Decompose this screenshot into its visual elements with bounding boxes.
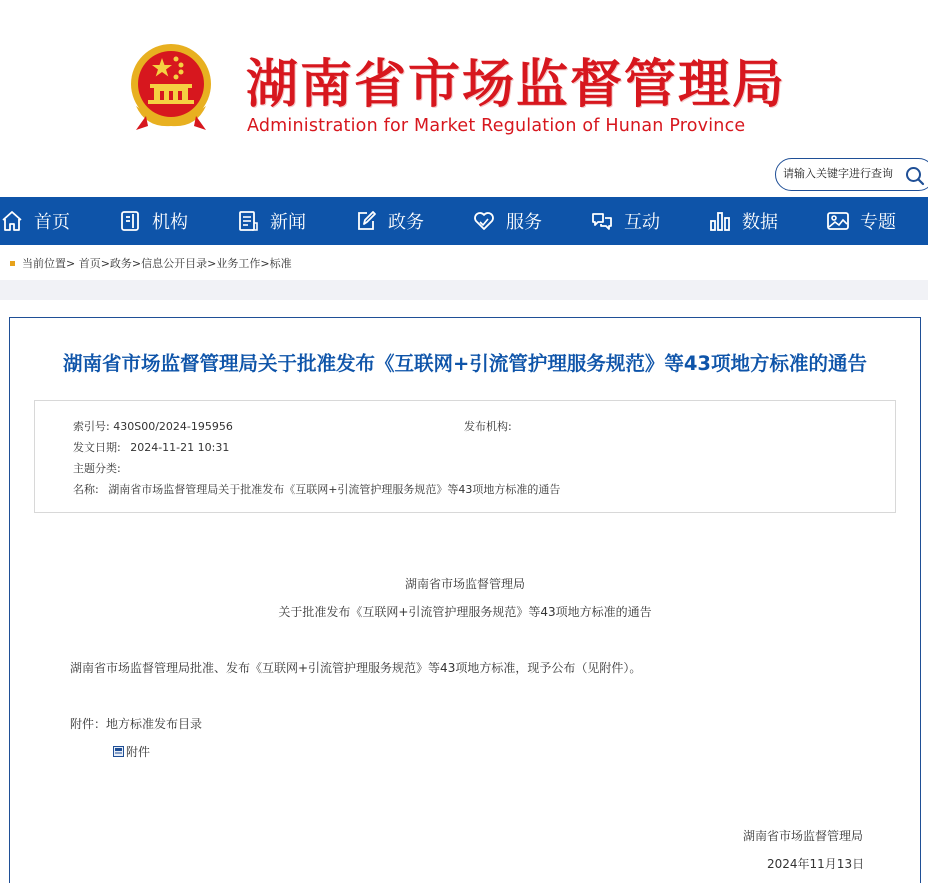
nav-label-topic: 专题: [860, 212, 896, 233]
nav-item-service[interactable]: [472, 197, 542, 245]
nav-item-organization[interactable]: [118, 197, 188, 245]
site-header: [0, 0, 928, 196]
nav-item-home[interactable]: [0, 197, 70, 245]
interaction-icon: [590, 209, 614, 233]
article-meta-box: [34, 400, 896, 513]
meta-index: [73, 418, 233, 434]
breadcrumb-path[interactable]: > 首页>政务>信息公开目录>业务工作>标准: [66, 257, 292, 270]
nav-label-data: 数据: [742, 212, 778, 233]
nav-item-data[interactable]: [708, 197, 778, 245]
attachment-note: 附件：地方标准发布目录: [70, 717, 203, 731]
nav-label-interaction: 互动: [624, 212, 660, 233]
nav-label-home: 首页: [34, 212, 70, 233]
nav-item-affairs[interactable]: [354, 197, 424, 245]
search-box: [775, 158, 928, 191]
body-paragraph: 湖南省市场监督管理局批准、发布《互联网+引流管护理服务规范》等43项地方标准，现予公布（见附件）。: [70, 661, 642, 675]
nav-label-affairs: 政务: [388, 212, 424, 233]
home-icon: [0, 209, 24, 233]
nav-item-interaction[interactable]: [590, 197, 660, 245]
meta-index-label: 索引号:: [73, 420, 110, 433]
meta-name: [73, 481, 560, 497]
meta-date-label: 发文日期:: [73, 441, 121, 454]
article-title: 湖南省市场监督管理局关于批准发布《互联网+引流管护理服务规范》等43项地方标准的通告: [63, 352, 867, 375]
nav-item-topic[interactable]: [826, 197, 896, 245]
organization-icon: [118, 209, 142, 233]
site-title-en: Administration for Market Regulation of Hunan Province: [247, 116, 746, 136]
signature-org: 湖南省市场监督管理局: [743, 829, 864, 843]
meta-name-value: 湖南省市场监督管理局关于批准发布《互联网+引流管护理服务规范》等43项地方标准的通告: [108, 483, 561, 496]
meta-name-label: 名称:: [73, 483, 99, 496]
search-icon[interactable]: [904, 165, 926, 187]
nav-label-news: 新闻: [270, 212, 306, 233]
meta-index-value: 430S00/2024-195956: [113, 420, 233, 433]
edit-icon: [354, 209, 378, 233]
article-panel: [9, 317, 921, 883]
main-nav: [0, 197, 928, 245]
breadcrumb-bullet-icon: [10, 261, 15, 266]
meta-publisher: [464, 418, 512, 434]
signature-date: 2024年11月13日: [767, 857, 865, 871]
meta-category-label: 主题分类:: [73, 462, 121, 475]
attachment-file-icon: [113, 746, 124, 757]
body-heading-line2: 关于批准发布《互联网+引流管护理服务规范》等43项地方标准的通告: [278, 605, 652, 619]
nav-label-service: 服务: [506, 212, 542, 233]
topic-image-icon: [826, 209, 850, 233]
nav-label-organization: 机构: [152, 212, 188, 233]
news-icon: [236, 209, 260, 233]
data-chart-icon: [708, 209, 732, 233]
meta-publisher-label: 发布机构:: [464, 420, 512, 433]
nav-item-news[interactable]: [236, 197, 306, 245]
service-icon: [472, 209, 496, 233]
meta-date-value: 2024-11-21 10:31: [130, 441, 230, 454]
national-emblem-icon: [126, 40, 216, 132]
attachment-link[interactable]: [113, 743, 150, 760]
breadcrumb-prefix: 当前位置: [22, 257, 66, 270]
search-input[interactable]: [783, 167, 903, 180]
divider-band: [0, 280, 928, 300]
site-title-cn: 湖南省市场监督管理局: [246, 55, 787, 115]
breadcrumb: [0, 253, 292, 273]
attachment-link-label[interactable]: 附件: [126, 745, 151, 759]
meta-category: [73, 460, 121, 476]
body-heading-line1: 湖南省市场监督管理局: [404, 577, 525, 591]
meta-date: [73, 439, 229, 455]
